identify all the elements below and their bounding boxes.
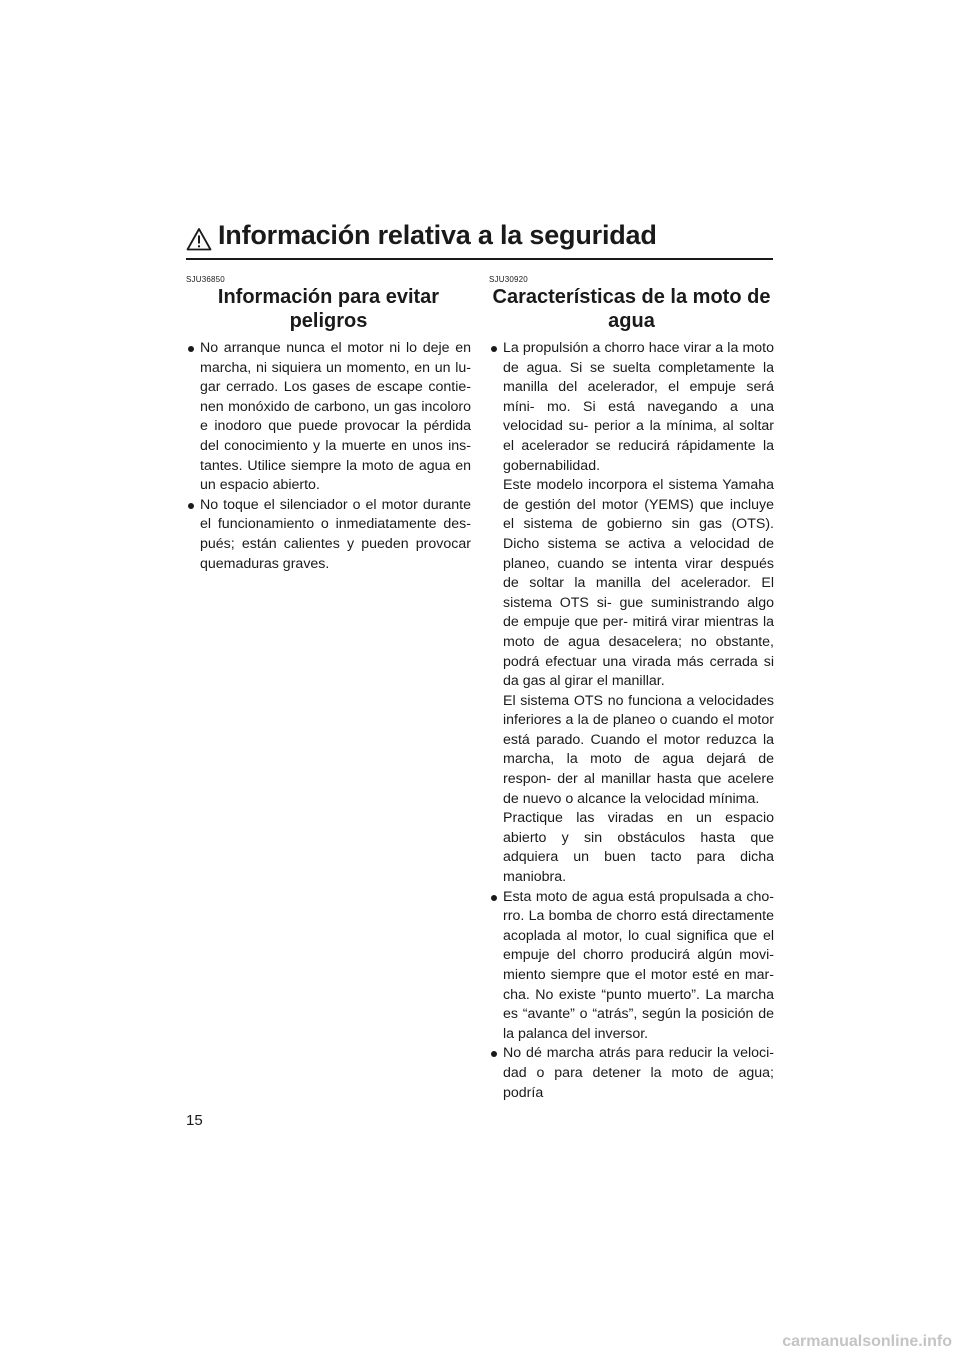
- watermark: carmanualsonline.info: [782, 1333, 952, 1350]
- section-title: [186, 285, 471, 333]
- section-code: SJU36850: [186, 275, 225, 284]
- list-item: La propulsión a chorro hace virar a la moto de agua. Si se suelta completamente la manilla del acelerador, el empuje será míni- mo. Si está navegando a una velocidad su- perior a la mínima, al soltar el acelerador se reducirá rápidamente la gobernabilidad.: [489, 339, 774, 476]
- page-title: Información relativa a la seguridad: [218, 220, 657, 250]
- paragraph: Este modelo incorpora el sistema Yamaha de gestión del motor (YEMS) que incluye el sistema de gobierno sin gas (OTS). Dicho sistema se activa a velocidad de planeo, cuando se intenta virar después de soltar la manilla del acelerador. El sistema OTS si- gue suministrando algo de empuje que per- mitirá virar mientras la moto de agua desacelera; no obstante, podrá efectuar una virada más cerrada si da gas al girar el manillar.: [503, 477, 774, 690]
- paragraph: Practique las viradas en un espacio abierto y sin obstáculos hasta que adquiera un buen tacto para dicha maniobra.: [503, 810, 774, 886]
- list-item: No toque el silenciador o el motor durante el funcionamiento o inmediatamente des- pués; están calientes y pueden provocar quemaduras graves.: [186, 496, 471, 574]
- section-title-line1: Características de la moto de: [492, 286, 771, 308]
- section-title-line2: agua: [608, 310, 655, 332]
- page-header: [186, 222, 773, 260]
- paragraph: El sistema OTS no funciona a velocidades inferiores a la de planeo o cuando el motor está parado. Cuando el motor reduzca la marcha, la moto de agua dejará de respon- der al manillar hasta que acelere de nuevo o alcance la velocidad mínima.: [503, 692, 774, 807]
- bullet-list: [186, 339, 471, 574]
- section-code: SJU30920: [489, 275, 528, 284]
- section-title-line1: Información para evitar: [217, 286, 440, 308]
- section-title: [489, 285, 774, 333]
- bullet-list: [489, 339, 774, 476]
- left-column: [186, 275, 471, 574]
- list-item: No dé marcha atrás para reducir la veloci- dad o para detener la moto de agua; podría: [489, 1044, 774, 1103]
- section-title-line2: peligros: [289, 310, 368, 332]
- list-item: No arranque nunca el motor ni lo deje en marcha, ni siquiera un momento, en un lu- gar cerrado. Los gases de escape contie- nen monóxido de carbono, un gas incoloro e inodoro que puede provocar la pérdida del conocimiento y la muerte en unos ins- tantes. Utilice siempre la moto de agua en un espacio abierto.: [186, 339, 471, 496]
- warning-triangle-icon: [186, 227, 212, 251]
- right-column: [489, 275, 774, 1103]
- list-item: Esta moto de agua está propulsada a cho- rro. La bomba de chorro está directamente acoplada al motor, lo cual significa que el empuje del chorro producirá algún movi- miento siempre que el motor esté en mar- cha. No existe “punto muerto”. La marcha es “avante” o “atrás”, según la posición de la palanca del inversor.: [489, 888, 774, 1045]
- page-number: 15: [186, 1112, 203, 1129]
- bullet-list: [489, 888, 774, 1104]
